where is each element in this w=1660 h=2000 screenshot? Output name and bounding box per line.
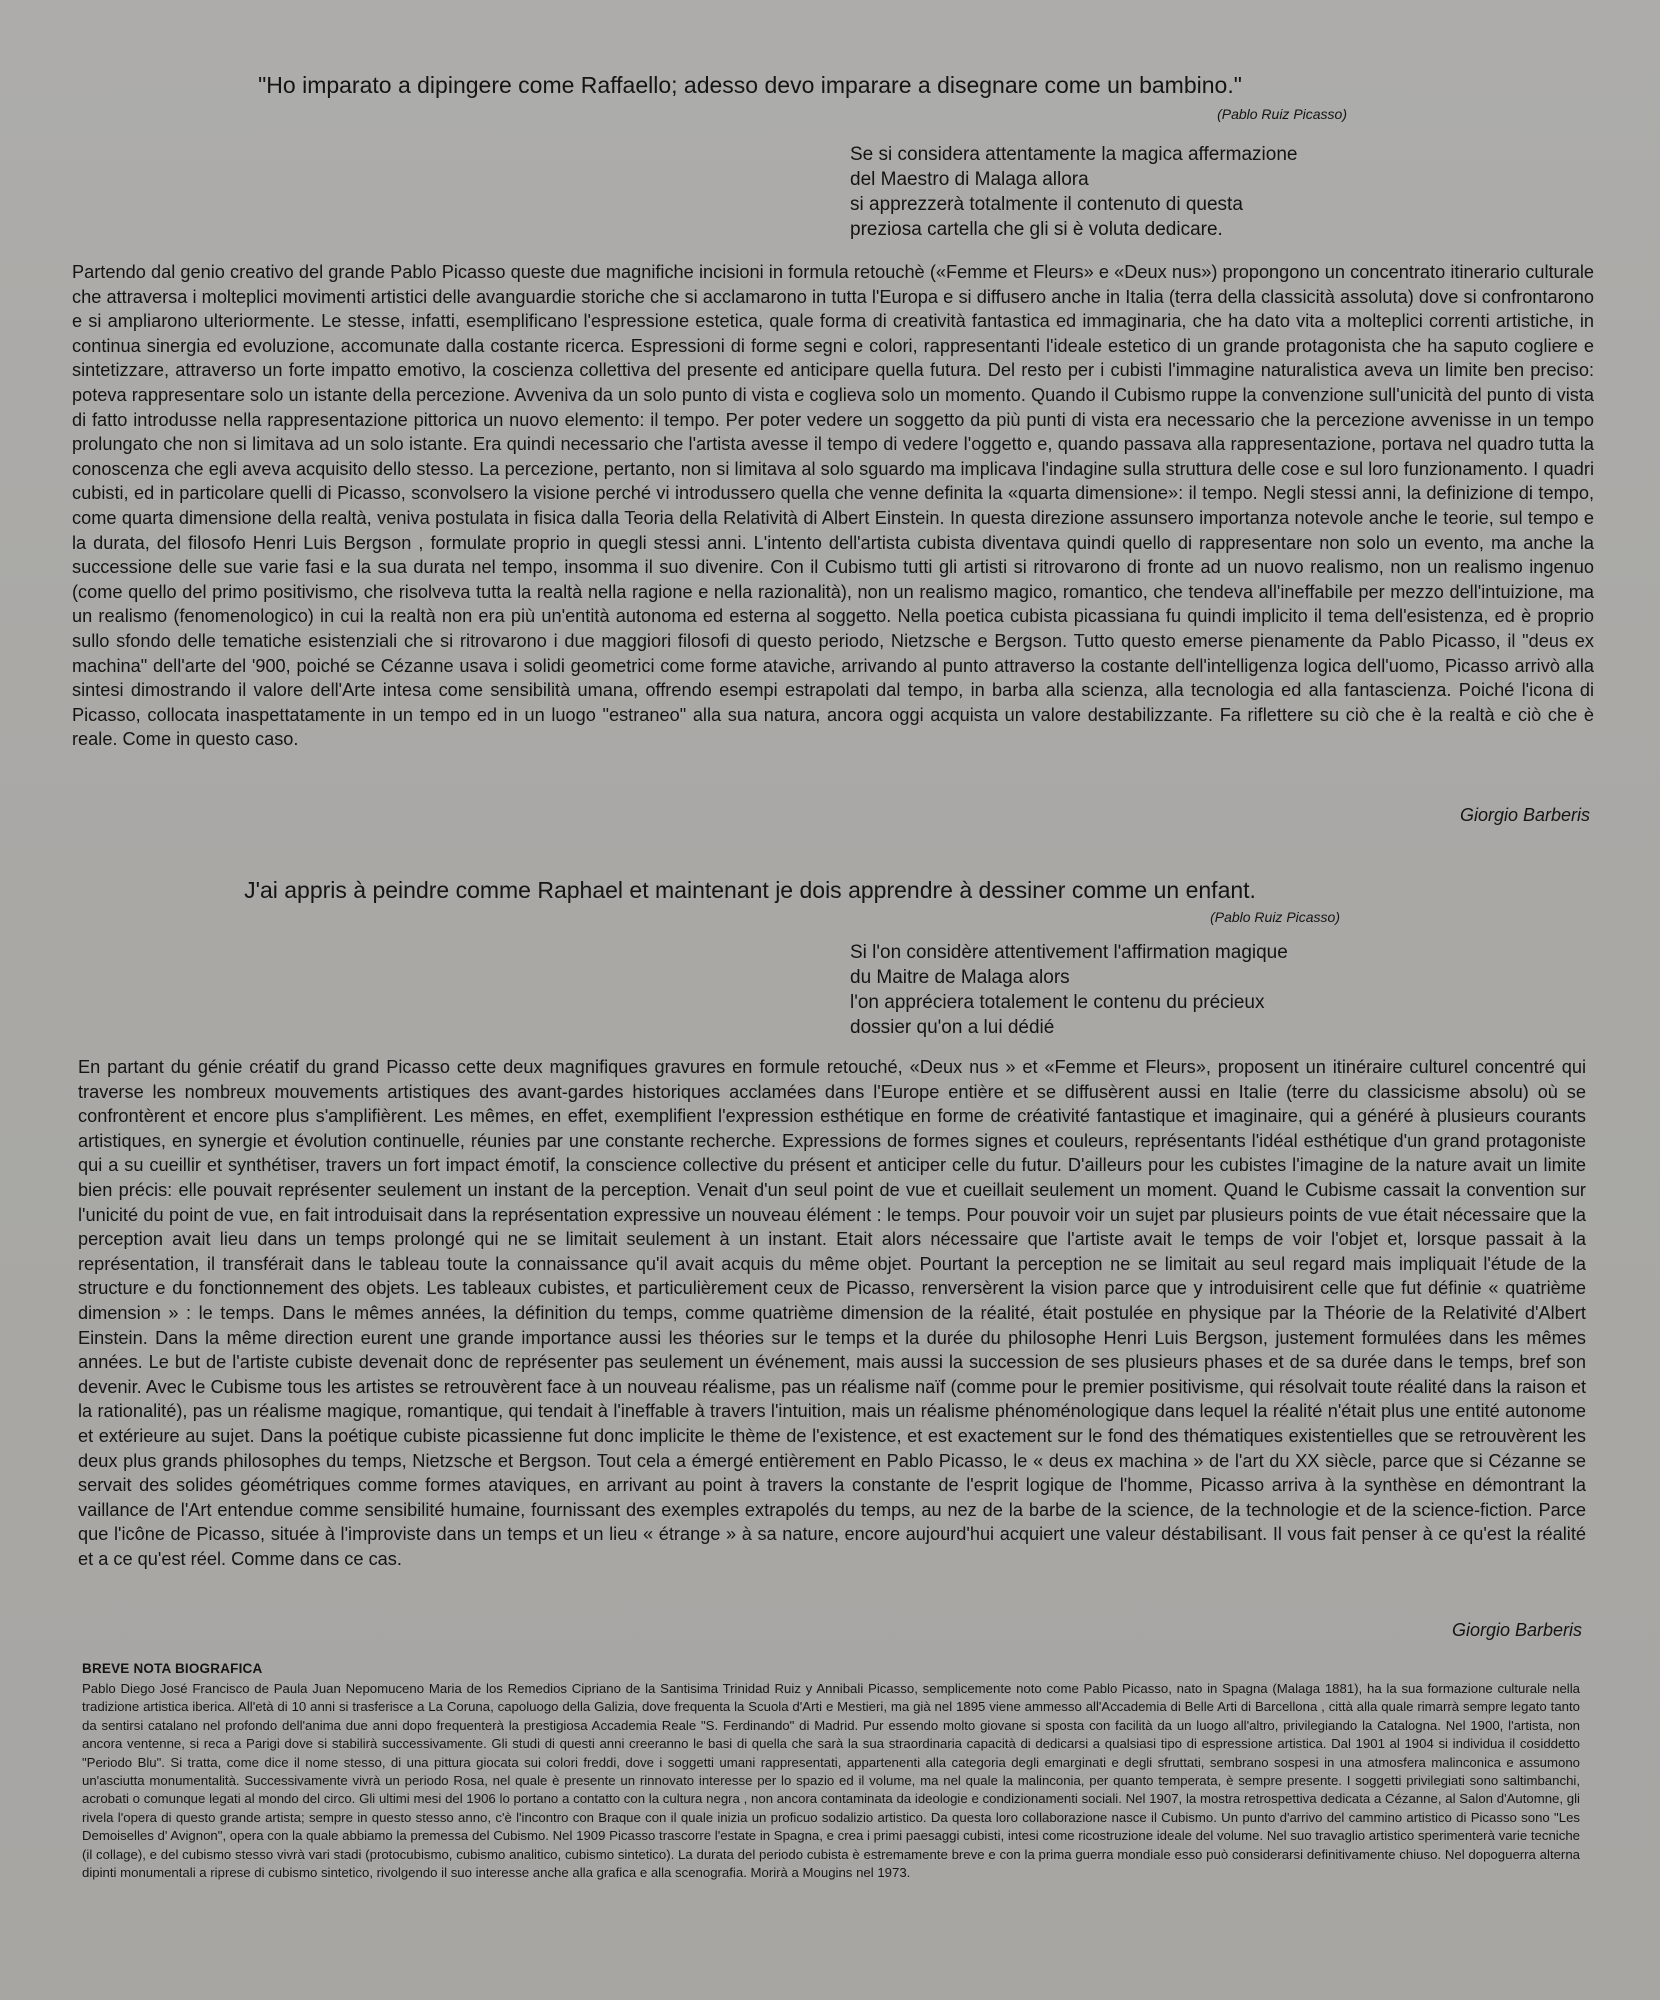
italian-body: Partendo dal genio creativo del grande Pablo Picasso queste due magnifiche incisioni in formula retouchè («Femme et Fleurs» e «Deux nus») propongono un concentrato itinerario culturale che attraversa i molteplici movimenti artistici delle avanguardie storiche che si acclamarono in tutta l'Europa e si diffusero anche in Italia (terra della classicità assoluta) dove si confrontarono e si ampliarono ulteriormente. Le stesse, infatti, esemplificano l'espressione estetica, quale forma di creatività fantastica ed immaginaria, che ha dato vita a molteplici correnti artistiche, in continua sinergia ed evoluzione, accomunate dalla costante ricerca. Espressioni di forme segni e colori, rappresentanti l'ideale estetico di un grande protagonista che ha saputo cogliere e sintetizzare, attraverso un forte impatto emotivo, la coscienza collettiva del presente ed anticipare quella futura. Del resto per i cubisti l'immagine naturalistica aveva un limite ben preciso: poteva rappresentare solo un istante della percezione. Avveniva da un solo punto di vista e coglieva solo un momento. Quando il Cubismo ruppe la convenzione sull'unicità del punto di vista di fatto introdusse nella rappresentazione pittorica un nuovo elemento: il tempo. Per poter vedere un soggetto da più punti di vista era necessario che la percezione avvenisse in un tempo prolungato che non si limitava ad un solo istante. Era quindi necessario che l'artista avesse il tempo di vedere l'oggetto e, quando passava alla rappresentazione, portava nel quadro tutta la conoscenza che egli aveva acquisito dello stesso. La percezione, pertanto, non si limitava al solo sguardo ma implicava l'indagine sulla struttura delle cose e sul loro funzionamento. I quadri cubisti, ed in particolare quelli di Picasso, sconvolsero la visione perché vi introdussero quella che venne definita la «quarta dimensione»: il tempo. Negli stessi anni, la definizione di tempo, come quarta dimensione della realtà, veniva postulata in fisica dalla Teoria della Relatività di Albert Einstein. In questa direzione assunsero importanza notevole anche le teorie, sul tempo e la durata, del filosofo Henri Luis Bergson , formulate proprio in quegli stessi anni. L'intento dell'artista cubista diventava quindi quello di rappresentare non solo un evento, ma anche la successione delle sue varie fasi e la sua durata nel tempo, insomma il suo divenire. Con il Cubismo tutti gli artisti si ritrovarono di fronte ad un nuovo realismo, non un realismo ingenuo (come quello del primo positivismo, che risolveva tutta la realtà nella ragione e nella razionalità), non un realismo magico, romantico, che tendeva all'ineffabile per mezzo dell'intuizione, ma un realismo (fenomenologico) in cui la realtà non era più un'entità autonoma ed esterna al soggetto. Nella poetica cubista picassiana fu quindi implicito il tema dell'esistenza, ed è proprio sullo sfondo delle tematiche esistenziali che si ritrovarono i due maggiori filosofi di questo periodo, Nietzsche e Bergson. Tutto questo emerse pienamente da Pablo Picasso, il "deus ex machina" dell'arte del '900, poiché se Cézanne usava i solidi geometrici come forme ataviche, arrivando al punto attraverso la costante dell'intelligenza logica dell'uomo, Picasso arrivò alla sintesi dimostrando il valore dell'Arte intesa come sensibilità umana, offrendo esempi estrapolati dal tempo, in barba alla scienza, alla tecnologia ed alla fantascienza. Poiché l'icona di Picasso, collocata inaspettatamente in un tempo ed in un luogo "estraneo" alla sua natura, ancora oggi acquista un valore destabilizzante. Fa riflettere su ciò che è la realtà e ciò che è reale. Come in questo caso. xyxy=(72,262,1594,750)
french-intro-line: l'on appréciera totalement le contenu du précieux xyxy=(850,992,1265,1013)
french-intro-line: du Maitre de Malaga alors xyxy=(850,967,1070,988)
french-attribution: (Pablo Ruiz Picasso) xyxy=(1210,909,1340,925)
bio-heading: BREVE NOTA BIOGRAFICA xyxy=(82,1661,263,1676)
french-intro-line: Si l'on considère attentivement l'affirmation magique xyxy=(850,942,1288,963)
italian-attribution: (Pablo Ruiz Picasso) xyxy=(1217,106,1347,122)
italian-intro xyxy=(850,142,1410,242)
italian-intro-line: preziosa cartella che gli si è voluta dedicare. xyxy=(850,219,1223,240)
french-intro xyxy=(850,940,1410,1040)
italian-quote: "Ho imparato a dipingere come Raffaello; adesso devo imparare a disegnare come un bambino." xyxy=(258,72,1242,98)
french-quote: J'ai appris à peindre comme Raphael et maintenant je dois apprendre à dessiner comme un enfant. xyxy=(244,877,1256,903)
italian-intro-line: Se si considera attentamente la magica affermazione xyxy=(850,144,1298,165)
french-signature: Giorgio Barberis xyxy=(1451,1620,1582,1640)
italian-intro-line: si apprezzerà totalmente il contenuto di questa xyxy=(850,194,1243,215)
bio-paragraph: Pablo Diego José Francisco de Paula Juan Nepomuceno Maria de los Remedios Cipriano de la Santisima Trinidad Ruiz y Annibali Picasso, semplicemente noto come Pablo Picasso, nato in Spagna (Malaga 1881), ha la sua formazione culturale nella tradizione artistica iberica. All'età di 10 anni si trasferisce a La Coruna, capoluogo della Galizia, dove frequenta la Scuola d'Arti e Mestieri, ma già nel 1895 viene ammesso all'Accademia di Belle Arti di Barcellona , città alla quale rimarrà sempre legato tanto da sentirsi catalano nel profondo dell'anima due anni dopo frequenterà la prestigiosa Accademia Reale "S. Ferdinando" di Madrid. Pur essendo molto giovane si sposta con facilità da un luogo all'altro, privilegiando la Catalogna. Nel 1900, l'artista, non ancora ventenne, si reca a Parigi dove si stabilirà successivamente. Gli studi di questi anni creeranno le basi di quella che sarà la sua straordinaria capacità di dedicarsi a qualsiasi tipo di espressione artistica. Dal 1901 al 1904 si individua il cosiddetto "Periodo Blu". Si tratta, come dice il nome stesso, di una pittura giocata sui colori freddi, dove i soggetti umani rappresentati, appartenenti alla categoria degli emarginati e degli sfruttati, sembrano sospesi in una atmosfera malinconica e assumono un'asciutta monumentalità. Successivamente vivrà un periodo Rosa, nel quale è presente un rinnovato interesse per lo spazio ed il volume, ma nel quale la malinconia, per quanto temperata, è sempre presente. I soggetti privilegiati sono saltimbanchi, acrobati o comunque legati al mondo del circo. Gli ultimi mesi del 1906 lo portano a contatto con la cultura negra , non ancora contaminata da ideologie e condizionamenti sociali. Nel 1907, la mostra retrospettiva dedicata a Cézanne, al Salon d'Automne, gli rivela l'opera di questo grande artista; sempre in questo stesso anno, c'è l'incontro con Braque con il quale inizia un proficuo sodalizio artistico. Da questa loro collaborazione nasce il Cubismo. Un punto d'arrivo del cammino artistico di Picasso sono "Les Demoiselles d' Avignon", opera con la quale abbiamo la premessa del Cubismo. Nel 1909 Picasso trascorre l'estate in Spagna, e crea i primi paesaggi cubisti, intesi come ricostruzione ideale del volume. Nel suo travaglio artistico sperimenterà varie tecniche (il collage), e del cubismo stesso vivrà vari stadi (protocubismo, cubismo analitico, cubismo sintetico). La durata del periodo cubista è estremamente breve e con la prima guerra mondiale esso può considerarsi definitivamente chiuso. Nel dopoguerra alterna dipinti monumentali a riprese di cubismo sintetico, rivolgendo il suo interesse anche alla grafica e alla scenografia. Morirà a Mougins nel 1973. xyxy=(82,1681,1580,1881)
italian-signature: Giorgio Barberis xyxy=(1459,805,1590,825)
french-body: En partant du génie créatif du grand Picasso cette deux magnifiques gravures en formule retouché, «Deux nus » et «Femme et Fleurs», proposent un itinéraire culturel concentré qui traverse les nombreux mouvements artistiques des avant-gardes historiques acclamées dans l'Europe entière et se diffusèrent aussi en Italie (terre du classicisme absolu) où se confrontèrent et encore plus s'amplifièrent. Les mêmes, en effet, exemplifient l'expression esthétique en forme de créativité fantastique et imaginaire, qui a généré à plusieurs courants artistiques, en synergie et évolution continuelle, réunies par une constante recherche. Expressions de formes signes et couleurs, représentants l'idéal esthétique d'un grand protagoniste qui a su cueillir et synthétiser, travers un fort impact émotif, la conscience collective du présent et anticiper celle du futur. D'ailleurs pour les cubistes l'imagine de la nature avait un limite bien précis: elle pouvait représenter seulement un instant de la perception. Venait d'un seul point de vue et cueillait seulement un moment. Quand le Cubisme cassait la convention sur l'unicité du point de vue, en fait introduisait dans la représentation expressive un nouveau élément : le temps. Pour pouvoir voir un sujet par plusieurs points de vue était nécessaire que la perception avait lieu dans un temps prolongé qui ne se limitait seulement à un instant. Etait alors nécessaire que l'artiste avait le temps de voir l'objet et, lorsque passait à la représentation, il transférait dans le tableau toute la connaissance qu'il avait acquis du même objet. Pourtant la perception ne se limitait au seul regard mais impliquait l'étude de la structure e du fonctionnement des objets. Les tableaux cubistes, et particulièrement ceux de Picasso, renversèrent la vision parce que y introduisirent celle que fut définie « quatrième dimension » : le temps. Dans le mêmes années, la définition du temps, comme quatrième dimension de la réalité, était postulée en physique par la Théorie de la Relativité d'Albert Einstein. Dans la même direction eurent une grande importance aussi les théories sur le temps et la durée du philosophe Henri Luis Bergson, justement formulées dans les mêmes années. Le but de l'artiste cubiste devenait donc de représenter pas seulement un événement, mais aussi la succession de ses plusieurs phases et de sa durée dans le temps, bref son devenir. Avec le Cubisme tous les artistes se retrouvèrent face à un nouveau réalisme, pas un réalisme naïf (comme pour le premier positivisme, qui résolvait toute réalité dans la raison et la rationalité), pas un réalisme magique, romantique, qui tendait à l'ineffable à travers l'intuition, mais un réalisme phénoménologique dans lequel la réalité n'était plus une entité autonome et extérieure au sujet. Dans la poétique cubiste picassienne fut donc implicite le thème de l'existence, et est exactement sur le fond des thématiques existentielles que se retrouvèrent les deux plus grands philosophes du temps, Nietzsche et Bergson. Tout cela a émergé entièrement en Pablo Picasso, le « deus ex machina » de l'art du XX siècle, parce que si Cézanne se servait des solides géométriques comme formes ataviques, en arrivant au point à travers la constante de l'esprit logique de l'homme, Picasso arriva à la synthèse en démontrant la vaillance de l'Art entendue comme sensibilité humaine, fournissant des exemples extrapolés du temps, au nez de la barbe de la science, de la technologie et de la science-fiction. Parce que l'icône de Picasso, située à l'improviste dans un temps et un lieu « étrange » à sa nature, encore aujourd'hui acquiert une valeur déstabilisant. Il vous fait penser à ce qu'est la réalité et a ce qu'est réel. Comme dans ce cas. xyxy=(78,1057,1586,1569)
french-intro-line: dossier qu'on a lui dédié xyxy=(850,1017,1055,1038)
italian-intro-line: del Maestro di Malaga allora xyxy=(850,169,1089,190)
